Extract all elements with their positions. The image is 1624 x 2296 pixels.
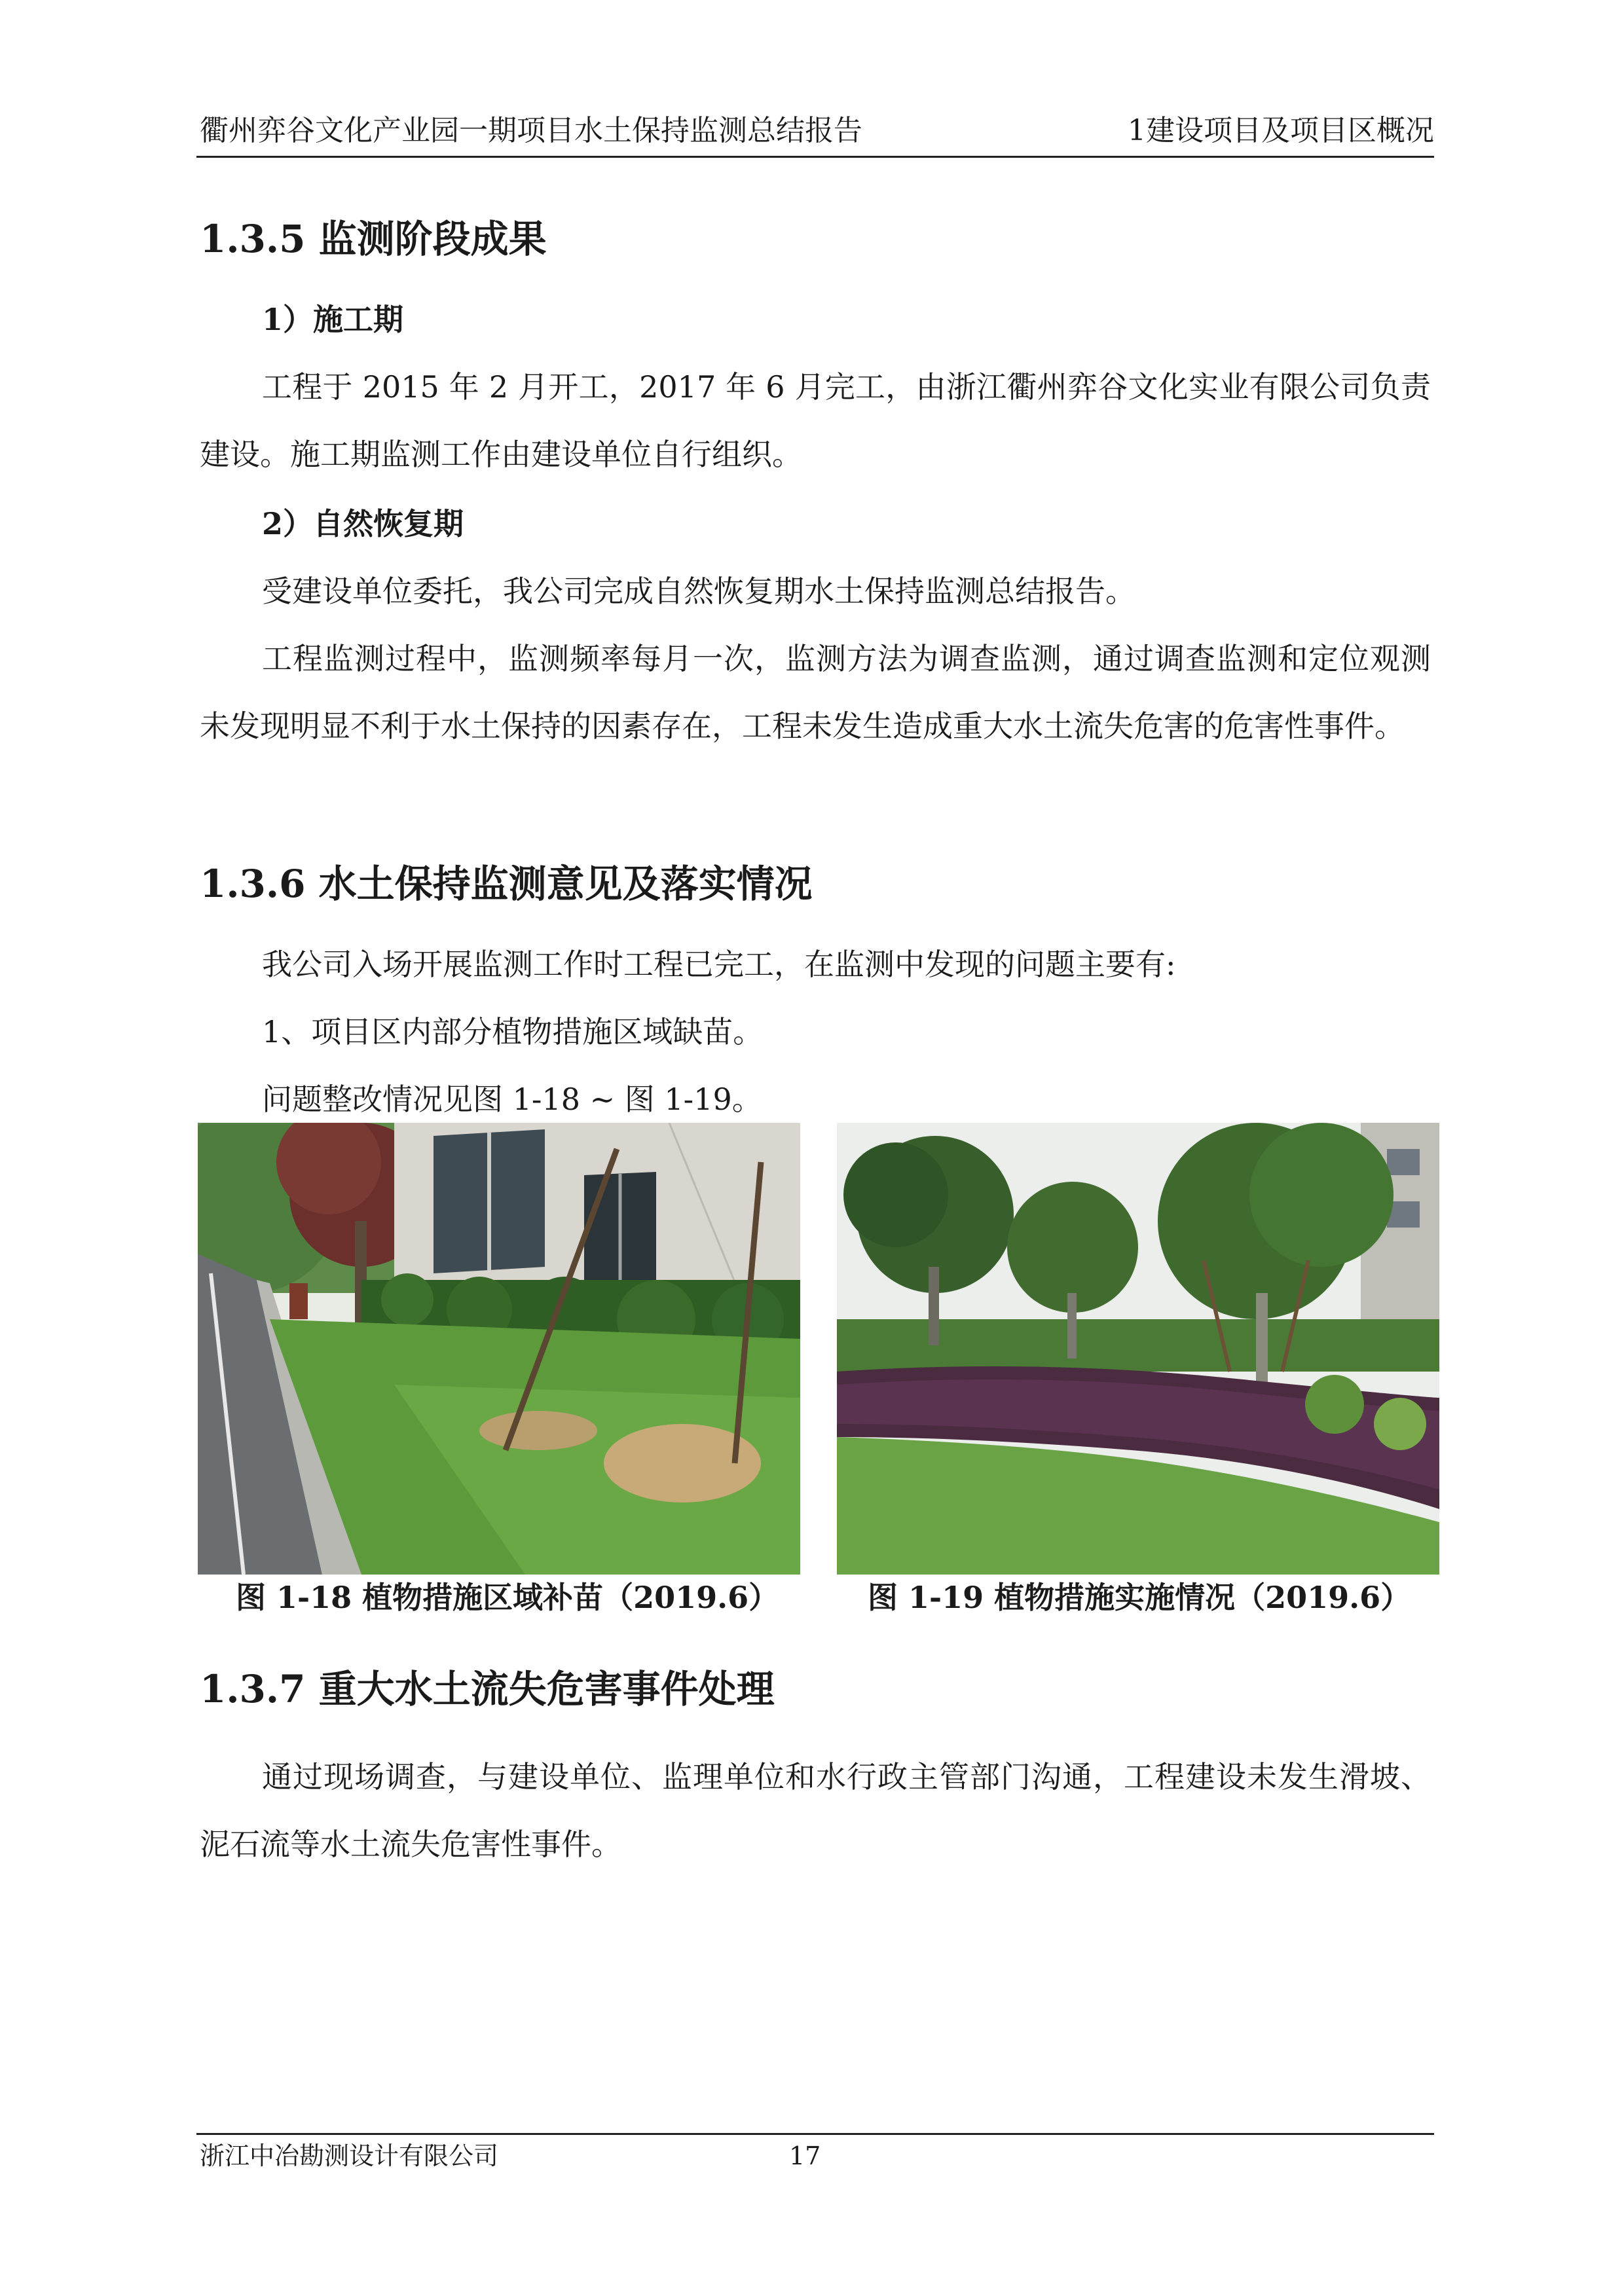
figure-1-19-caption: 图 1-19 植物措施实施情况（2019.6） — [868, 1580, 1411, 1615]
running-header-title: 衢州弈谷文化产业园一期项目水土保持监测总结报告 — [200, 114, 862, 147]
figure-1-18-caption: 图 1-18 植物措施区域补苗（2019.6） — [236, 1580, 779, 1615]
section-heading-1-3-7: 1.3.7 重大水土流失危害事件处理 — [200, 1667, 775, 1711]
footer-company: 浙江中冶勘测设计有限公司 — [200, 2141, 499, 2170]
paragraph-monitoring-process: 工程监测过程中，监测频率每月一次，监测方法为调查监测，通过调查监测和定位观测未发现明显不利于水土保持的因素存在，工程未发生造成重大水土流失危害的危害性事件。 — [200, 641, 1431, 744]
paragraph-rectification-ref: 问题整改情况见图 1-18 ~ 图 1-19。 — [262, 1082, 762, 1117]
subheading-construction-period: 1）施工期 — [262, 302, 404, 337]
header-rule — [196, 156, 1434, 158]
running-header-chapter: 1建设项目及项目区概况 — [1128, 114, 1434, 147]
paragraph-issues-intro: 我公司入场开展监测工作时工程已完工，在监测中发现的问题主要有: — [262, 947, 1176, 982]
section-heading-1-3-5: 1.3.5 监测阶段成果 — [200, 217, 547, 261]
subheading-recovery-period: 2）自然恢复期 — [262, 506, 464, 541]
paragraph-construction: 工程于 2015 年 2 月开工，2017 年 6 月完工，由浙江衢州弈谷文化实业有限公司负责建设。施工期监测工作由建设单位自行组织。 — [200, 369, 1431, 472]
footer-rule — [196, 2133, 1434, 2135]
paragraph-major-hazard: 通过现场调查，与建设单位、监理单位和水行政主管部门沟通，工程建设未发生滑坡、泥石流等水土流失危害性事件。 — [200, 1759, 1431, 1862]
figure-1-18-photo — [198, 1123, 800, 1575]
paragraph-commission: 受建设单位委托，我公司完成自然恢复期水土保持监测总结报告。 — [262, 574, 1135, 609]
section-heading-1-3-6: 1.3.6 水土保持监测意见及落实情况 — [200, 862, 813, 906]
issue-item-1: 1、项目区内部分植物措施区域缺苗。 — [262, 1014, 764, 1049]
figure-1-19-photo — [837, 1123, 1439, 1575]
page-number: 17 — [789, 2141, 821, 2170]
